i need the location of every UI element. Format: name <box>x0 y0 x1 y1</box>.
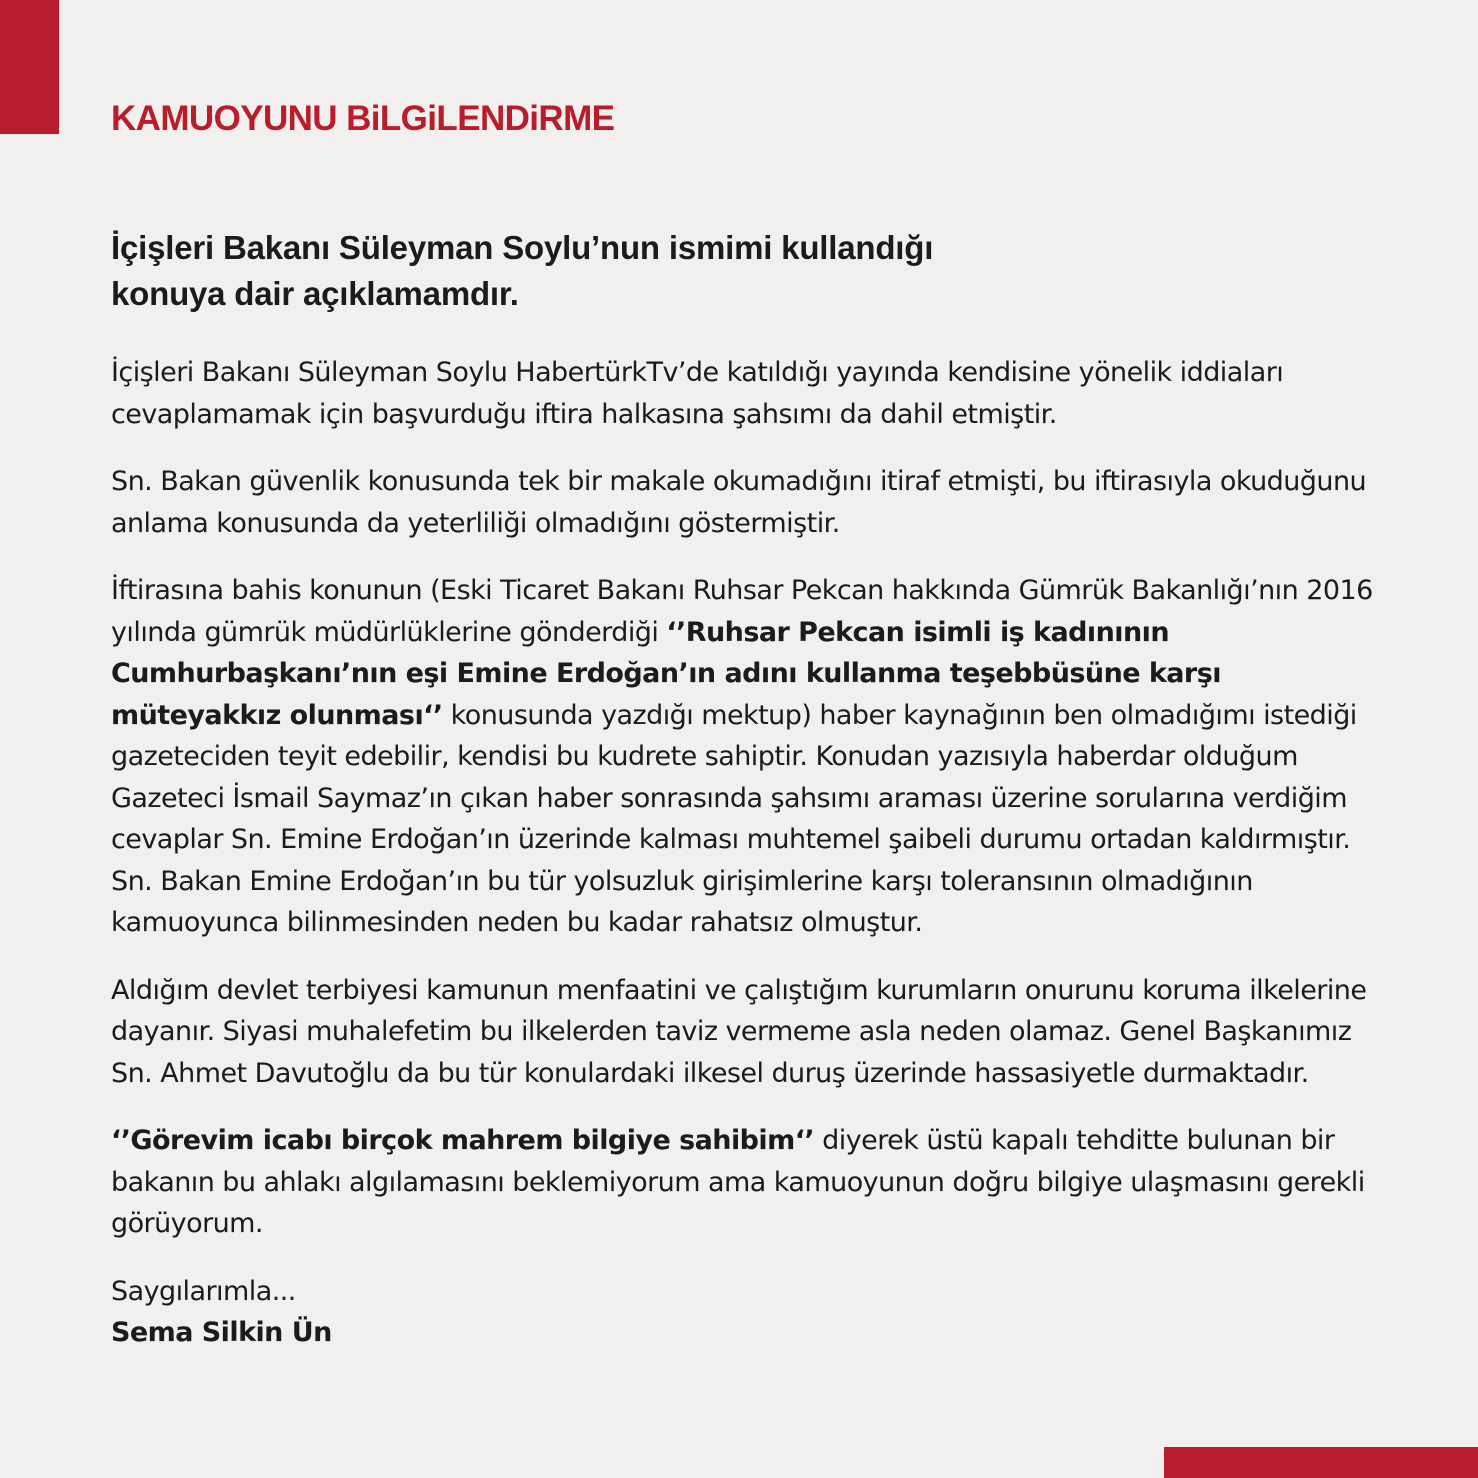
signoff <box>111 1271 1391 1354</box>
closing-salutation: Saygılarımla... <box>111 1275 296 1307</box>
paragraph-3-quote: ‘’Ruhsar Pekcan isimli iş kadınının Cumhurbaşkanı’nın eşi Emine Erdoğan’ın adını kullanma teşebbüsüne karşı müteyakkız olunması‘’ <box>111 616 1221 731</box>
signature-name: Sema Silkin Ün <box>111 1317 332 1348</box>
paragraph-5-rest: diyerek üstü kapalı tehditte bulunan bir bakanın bu ahlakı algılamasını beklemiyorum ama kamuoyunun doğru bilgiye ulaşmasını gerekli görüyorum. <box>111 1125 1365 1239</box>
announcement-title: KAMUOYUNU BiLGiLENDiRME <box>111 99 615 138</box>
paragraph-2: Sn. Bakan güvenlik konusunda tek bir makale okumadığını itiraf etmişti, bu iftirasıyla okuduğunu anlama konusunda da yeterliliği olmadığını göstermiştir. <box>111 466 1367 539</box>
paragraph-1: İçişleri Bakanı Süleyman Soylu HabertürkTv’de katıldığı yayında kendisine yönelik iddiaları cevaplamamak için başvurduğu iftira halkasına şahsımı da dahil etmiştir. <box>111 357 1284 430</box>
headline <box>111 225 1171 317</box>
bottom-accent-bar <box>1164 1447 1478 1478</box>
paragraph-3-intro: İftirasına bahis konunun (Eski Ticaret Bakanı Ruhsar Pekcan hakkında Gümrük Bakanlığı’nın 2016 yılında gümrük müdürlüklerine gönderdiği <box>111 575 1373 648</box>
paragraph-3-rest: konusunda yazdığı mektup) haber kaynağının ben olmadığımı istediği gazeteciden teyit edebilir, kendisi bu kudrete sahiptir. Konudan yazısıyla haberdar olduğum Gazeteci İsmail Saymaz’ın çıkan haber sonrasında şahsımı araması üzerine sorularına verdiğim cevaplar Sn. Emine Erdoğan’ın üzerinde kalması muhtemel şaibeli durumu ortadan kaldırmıştır. Sn. Bakan Emine Erdoğan’ın bu tür yolsuzluk girişimlerine karşı toleransının olmadığının kamuoyunca bilinmesinden neden bu kadar rahatsız olmuştur. <box>111 699 1357 938</box>
corner-accent-block <box>0 0 59 134</box>
headline-line-1: İçişleri Bakanı Süleyman Soylu’nun ismimi kullandığı <box>111 229 934 266</box>
paragraph-4: Aldığım devlet terbiyesi kamunun menfaatini ve çalıştığım kurumların onurunu koruma ilkelerine dayanır. Siyasi muhalefetim bu ilkelerden taviz vermeme asla neden olamaz. Genel Başkanımız Sn. Ahmet Davutoğlu da bu tür konulardaki ilkesel duruş üzerinde hassasiyetle durmaktadır. <box>111 974 1367 1089</box>
statement-body <box>111 352 1391 1354</box>
headline-line-2: konuya dair açıklamamdır. <box>111 275 519 312</box>
paragraph-3 <box>111 570 1391 944</box>
paragraph-5 <box>111 1120 1391 1245</box>
paragraph-5-quote: ‘’Görevim icabı birçok mahrem bilgiye sahibim‘’ <box>111 1125 815 1156</box>
